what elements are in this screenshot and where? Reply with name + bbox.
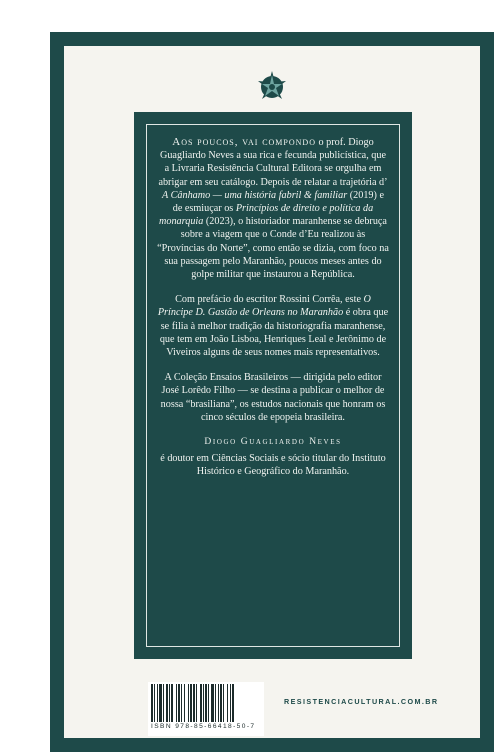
barcode-bar <box>205 684 207 722</box>
barcode <box>148 682 264 736</box>
barcode-bar <box>203 684 204 722</box>
book-title-principios: Princípios de direito e política da monarquia <box>159 203 374 228</box>
book-back-cover <box>50 32 494 752</box>
barcode-bar <box>200 684 202 722</box>
barcode-bar <box>208 684 209 722</box>
barcode-bar <box>230 684 231 722</box>
isbn-number: ISBN 978-85-66418-50-7 <box>151 723 256 730</box>
barcode-bar <box>227 684 228 722</box>
barcode-bar <box>218 684 219 722</box>
barcode-bar <box>169 684 170 722</box>
barcode-bar <box>181 684 182 722</box>
barcode-bar <box>178 684 180 722</box>
publisher-website: RESISTENCIACULTURAL.COM.BR <box>284 697 439 706</box>
barcode-bar <box>188 684 189 722</box>
preface-text-b: é obra que se filia à melhor tradição da historiografia maranhense, que tem em João Lisboa, Henriques Leal e Jerônimo de Viveiros alguns de seus nomes mais representativos. <box>159 307 389 359</box>
book-title-canhamo: A Cânhamo — uma história fabril & familiar <box>162 189 348 201</box>
intro-text-a: o prof. Diogo Guagliardo Neves a sua rica e fecunda publicística, que a Livraria Resistência Cultural Editora se orgulha em abrigar em seu catálogo. Depois de relatar a trajetória d’ <box>158 137 388 188</box>
barcode-bar <box>151 684 153 722</box>
barcode-bar <box>196 684 197 722</box>
barcode-bar <box>157 684 158 722</box>
intro-text-b: (2019) e de esmiuçar os <box>172 189 384 215</box>
barcode-bar <box>190 684 192 722</box>
barcode-bar <box>211 684 214 722</box>
preface-text-a: Com prefácio do escritor Rossini Corrêa, este <box>175 294 364 306</box>
book-title-principe: O Príncipe D. Gastão de Orleans no Maranhão <box>157 294 371 319</box>
author-name: Diogo Guagliardo Neves <box>204 437 342 448</box>
barcode-bar <box>223 684 224 722</box>
barcode-bar <box>193 684 195 722</box>
barcode-bar <box>184 684 185 722</box>
intro-text-c: (2023), o historiador maranhense se debruça sobre a viagem que o Conde d’Eu realizou às “Províncias do Norte”, como então se dizia, com foco na sua passagem pelo Maranhão, poucos meses antes do golpe militar que instaurou a República. <box>157 216 389 281</box>
barcode-bar <box>154 684 155 722</box>
barcode-bars <box>150 684 262 722</box>
barcode-bar <box>163 684 164 722</box>
barcode-bar <box>171 684 173 722</box>
intro-paragraph <box>157 136 389 281</box>
barcode-bar <box>220 684 222 722</box>
barcode-bar <box>176 684 177 722</box>
author-bio: é doutor em Ciências Sociais e sócio titular do Instituto Histórico e Geográfico do Maranhão. <box>160 453 386 478</box>
collection-paragraph: A Coleção Ensaios Brasileiros — dirigida pelo editor José Lorêdo Filho — se destina a publicar o melhor de nossa “brasiliana”, os estudos nacionais que honram os cinco séculos de epopeia brasileira. <box>160 372 386 423</box>
blurb-panel <box>134 112 412 659</box>
intro-lead: Aos poucos, vai compondo <box>172 136 316 148</box>
preface-paragraph <box>157 293 389 359</box>
barcode-bar <box>166 684 168 722</box>
barcode-bar <box>215 684 216 722</box>
blurb-text <box>157 136 389 491</box>
barcode-bar <box>232 684 234 722</box>
barcode-bar <box>159 684 162 722</box>
compass-star-icon <box>251 66 293 108</box>
